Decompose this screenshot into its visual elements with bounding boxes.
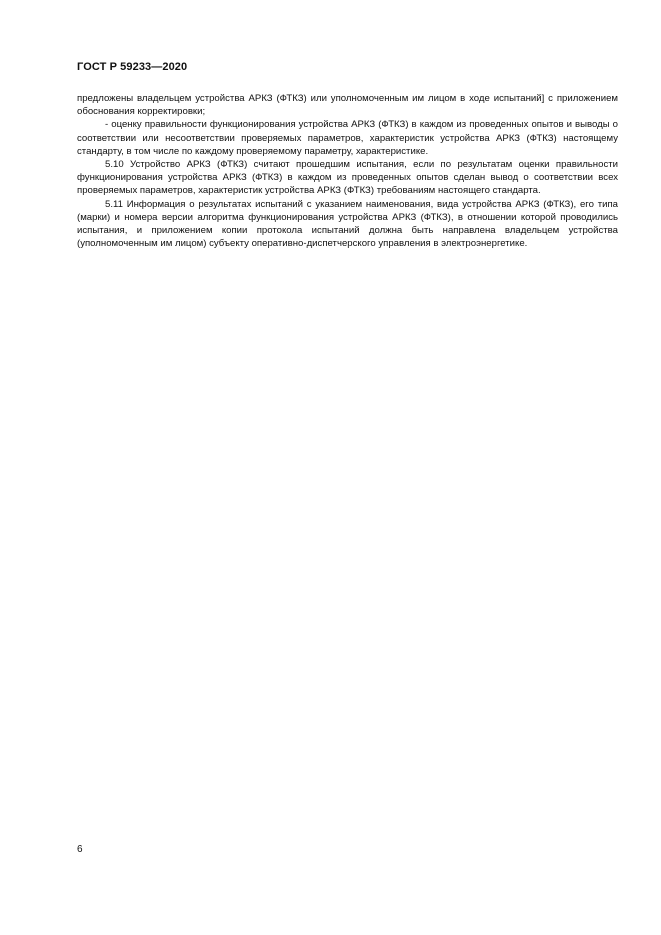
paragraph-5-11: 5.11 Информация о результатах испытаний с указанием наименования, вида устройства АРКЗ (ФТКЗ), его типа (марки) и номера версии алгоритма функционирования устройства АРКЗ (ФТКЗ), в отношении которой проводились испытания, и приложением копии протокола испытаний должна быть направлена владельцем устройства (уполномоченным им лицом) субъекту оперативно-диспетчерского управления в электроэнергетике. [77, 198, 618, 250]
paragraph-list-item: - оценку правильности функционирования устройства АРКЗ (ФТКЗ) в каждом из проведенных опытов и выводы о соответствии или несоответствии проверяемых параметров, характеристик устройства АРКЗ (ФТКЗ) настоящему стандарту, в том числе по каждому проверяемому параметру, характеристике. [77, 119, 618, 157]
standard-id: ГОСТ Р 59233—2020 [77, 61, 188, 73]
paragraph-5-10: 5.10 Устройство АРКЗ (ФТКЗ) считают прошедшим испытания, если по результатам оценки правильности функционирования устройства АРКЗ (ФТКЗ) в каждом из проведенных опытов сделан вывод о соответствии всех проверяемых параметров, характеристик устройства АРКЗ (ФТКЗ) требованиям настоящего стандарта. [77, 159, 618, 197]
page-number: 6 [77, 844, 83, 855]
document-header [77, 61, 187, 73]
paragraph-continuation: предложены владельцем устройства АРКЗ (ФТКЗ) или уполномоченным им лицом в ходе испытаний] с приложением обоснования корректировки; [77, 93, 618, 118]
document-body [77, 92, 618, 250]
